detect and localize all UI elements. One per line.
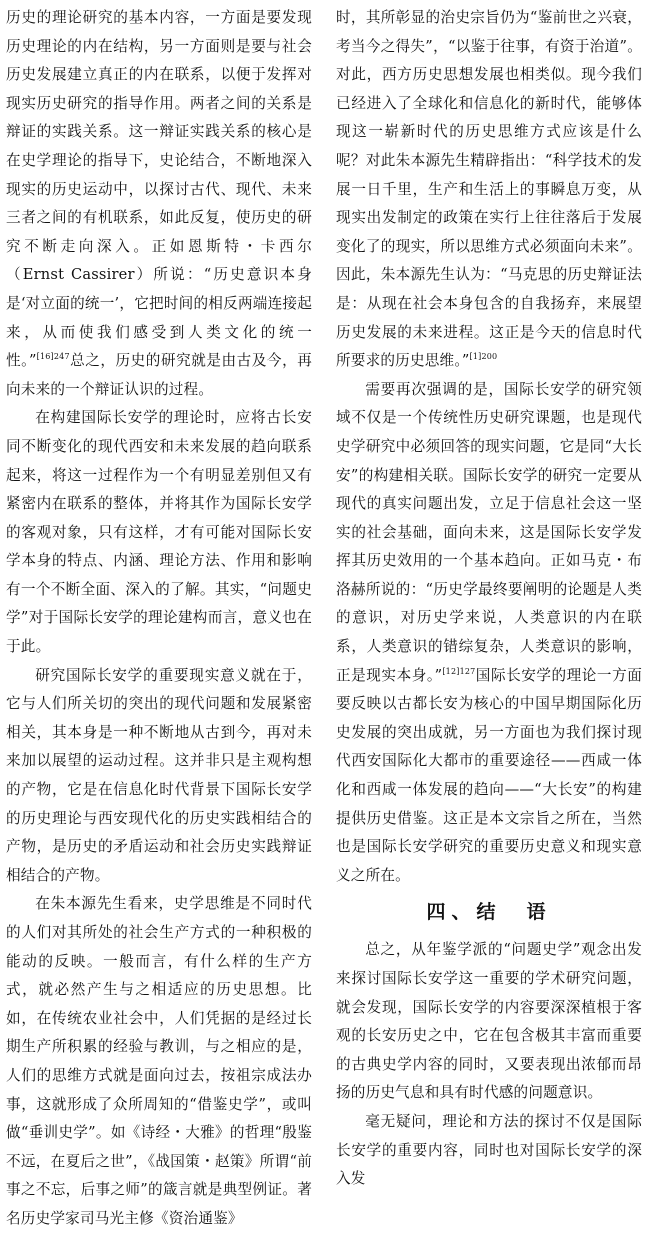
paragraph: 在朱本源先生看来，史学思维是不同时代的人们对其所处的社会生产方式的一种积极的能动的反映。一般而言，有什么样的生产方式，就必然产生与之相适应的历史思想。比如，在传统农业社会中，人们凭据的是经过长期生产所积累的经验与教训，与之相应的是，人们的思维方式就是面向过去，按祖宗成法办事，这就形成了众所周知的“借鉴史学”，或叫做“垂训史学”。如《诗经・大雅》的哲理“殷鉴不远，在夏后之世”，《战国策・赵策》所谓“前事之不忘，后事之师”的箴言就是典型例证。著名历史学家司马光主修《资治通鉴》 (6, 895, 312, 1227)
paragraph-text: 总之，历史的研究就是由古及今，再向未来的一个辩证认识的过程。 (6, 352, 313, 398)
section-heading: 四、结 语 (426, 901, 552, 924)
right-column (336, 4, 643, 1188)
paragraph: 在构建国际长安学的理论时，应将古长安同不断变化的现代西安和未来发展的趋向联系起来，将这一过程作为一个有明显差别但又有紧密内在联系的整体，并将其作为国际长安学的客观对象，只有这样，才有可能对国际长安学本身的特点、内涵、理论方法、作用和影响有一个不断全面、深入的了解。其实，“问题史学”对于国际长安学的理论建构而言，意义也在于此。 (6, 409, 312, 656)
paragraph: 总之，从年鉴学派的“问题史学”观念出发来探讨国际长安学这一重要的学术研究问题，就会发现，国际长安学的内容要深深植根于客观的长安历史之中，它在包含极其丰富而重要的古典史学内容的同时，又要表现出浓郁而昂扬的历史气息和具有时代感的问题意识。 (336, 941, 642, 1102)
paragraph-text: 国际长安学的理论一方面要反映以古都长安为核心的中国早期国际化历史发展的突出成就，另一方面也为我们探讨现代西安国际化大都市的重要途径——西咸一体化和西咸一体发展的趋向——“大长安”的构建提供历史借鉴。这正是本文宗旨之所在，当然也是国际长安学研究的重要历史意义和现实意义之所在。 (336, 666, 643, 884)
paragraph: 研究国际长安学的重要现实意义就在于，它与人们所关切的突出的现代问题和发展紧密相关，其本身是一种不断地从古到今，再对未来加以展望的运动过程。这并非只是主观构想的产物，它是在信息化时代背景下国际长安学的历史理论与西安现代化的历史实践相结合的产物，是历史的矛盾运动和社会历史实践辩证相结合的产物。 (6, 666, 312, 884)
paragraph: 毫无疑问，理论和方法的探讨不仅是国际长安学的重要内容，同时也对国际长安学的深入发 (336, 1112, 642, 1188)
paragraph-text: 时，其所彰显的治史宗旨仍为“鉴前世之兴衰，考当今之得失”，“以鉴于往事，有资于治道”。对此，西方历史思想发展也相类似。现今我们已经进入了全球化和信息化的新时代，能够体现这一崭新时代的历史思维方式应该是什么呢？对此朱本源先生精辟指出：“科学技术的发展一日千里，生产和生活上的事瞬息万变，从现实出发制定的政策在实行上往往落后于发展变化了的现实，所以思维方式必须面向未来”。因此，朱本源先生认为：“马克思的历史辩证法是：从现在社会本身包含的自我扬弃，来展望历史发展的未来进程。这正是今天的信息时代所要求的历史思维。” (336, 9, 642, 370)
paragraph (336, 376, 642, 891)
left-column (6, 4, 313, 1227)
page (6, 4, 643, 1227)
citation-ref: [1]200 (469, 352, 498, 362)
paragraph (336, 4, 642, 376)
paragraph-text: 需要再次强调的是，国际长安学的研究领域不仅是一个传统性历史研究课题，也是现代史学研究中必须回答的现实问题，它是同“大长安”的构建相关联。国际长安学的研究一定要从现代的真实问题出发，立足于信息社会这一坚实的社会基础，面向未来，这是国际长安学发挥其历史效用的一个基本趋向。正如马克・布洛赫所说的：“历史学最终要阐明的论题是人类的意识，对历史学来说，人类意识的内在联系，人类意识的错综复杂，人类意识的影响，正是现实本身。” (336, 380, 642, 684)
citation-ref: [12]127 (442, 666, 476, 676)
paragraph (6, 4, 312, 404)
citation-ref: [16]247 (36, 352, 70, 362)
paragraph-text: 历史的理论研究的基本内容，一方面是要发现历史理论的内在结构，另一方面则是要与社会历史发展建立真正的内在联系，以便于发挥对现实历史研究的指导作用。两者之间的关系是辩证的实践关系。这一辩证实践关系的核心是在史学理论的指导下，史论结合，不断地深入现实的历史运动中，以探讨古代、现代、未来三者之间的有机联系，如此反复，使历史的研究不断走向深入。正如恩斯特・卡西尔（Ernst Cassirer）所说：“历史意识本身是‘对立面的统一’，它把时间的相反两端连接起来，从而使我们感受到人类文化的统一性。” (6, 9, 312, 370)
